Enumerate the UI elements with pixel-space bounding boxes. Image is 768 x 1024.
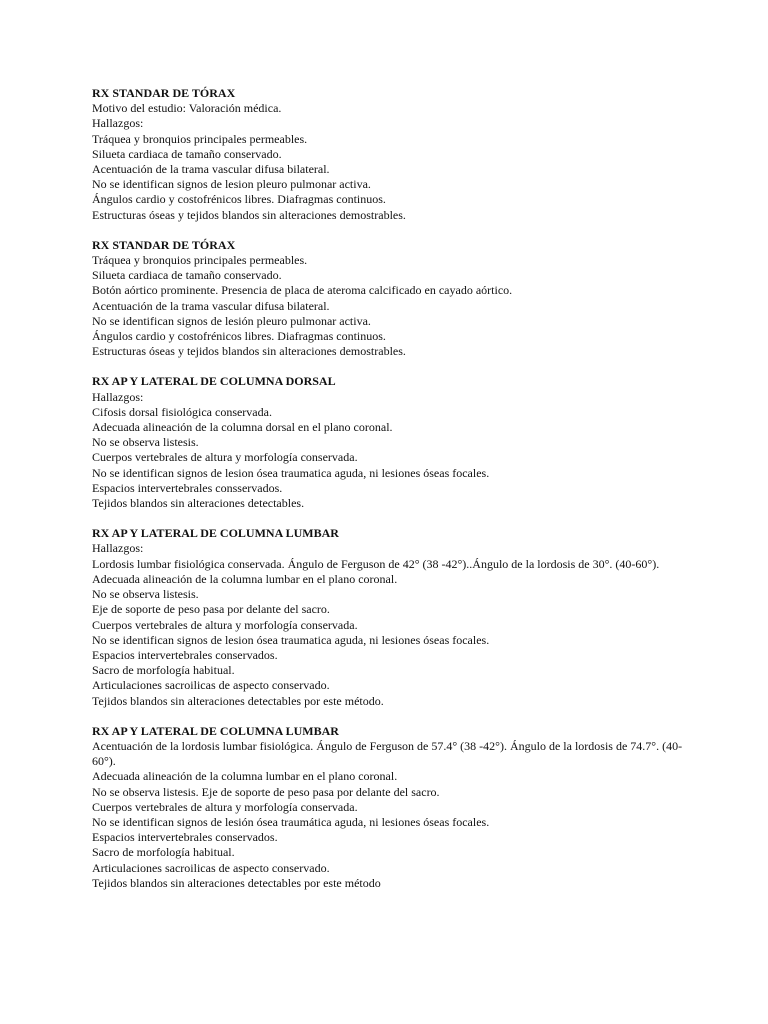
report-line: Sacro de morfología habitual.: [92, 845, 235, 860]
report-line: Espacios intervertebrales conservados.: [92, 647, 278, 662]
report-line: Hallazgos:: [92, 541, 144, 556]
report-line: Cuerpos vertebrales de altura y morfología conservada.: [92, 450, 358, 465]
report-line: Adecuada alineación de la columna lumbar en el plano coronal.: [92, 769, 398, 784]
report-line: No se identifican signos de lesión pleuro pulmonar activa.: [92, 313, 371, 328]
report-line: Espacios intervertebrales consservados.: [92, 480, 283, 495]
report-line: Tejidos blandos sin alteraciones detectables por este método: [92, 875, 381, 890]
report-line: Ángulos cardio y costofrénicos libres. Diafragmas continuos.: [92, 192, 386, 207]
report-line: No se observa listesis. Eje de soporte de peso pasa por delante del sacro.: [92, 784, 440, 799]
report-line: Motivo del estudio: Valoración médica.: [92, 101, 282, 116]
report-line: Ángulos cardio y costofrénicos libres. Diafragmas continuos.: [92, 329, 386, 344]
report-line: No se observa listesis.: [92, 587, 199, 602]
report-line: Tejidos blandos sin alteraciones detectables por este método.: [92, 693, 384, 708]
report-line: Espacios intervertebrales conservados.: [92, 830, 278, 845]
report-line: Acentuación de la lordosis lumbar fisiológica. Ángulo de Ferguson de 57.4° (38 -42°). Ángulo de la lordosis de 74.7°. (40-60°).: [92, 738, 683, 769]
report-line: Hallazgos:: [92, 116, 144, 131]
report-line: Estructuras óseas y tejidos blandos sin alteraciones demostrables.: [92, 344, 406, 359]
report-line: Acentuación de la trama vascular difusa bilateral.: [92, 162, 330, 177]
document-page: [92, 86, 698, 906]
report-line: No se identifican signos de lesión ósea traumática aguda, ni lesiones óseas focales.: [92, 814, 490, 829]
report-line: Silueta cardiaca de tamaño conservado.: [92, 146, 282, 161]
report-line: Adecuada alineación de la columna lumbar en el plano coronal.: [92, 571, 398, 586]
report-line: Cuerpos vertebrales de altura y morfología conservada.: [92, 799, 358, 814]
section-title: RX AP Y LATERAL DE COLUMNA LUMBAR: [92, 526, 339, 541]
report-line: Botón aórtico prominente. Presencia de placa de ateroma calcificado en cayado aórtico.: [92, 283, 513, 298]
section-title: RX STANDAR DE TÓRAX: [92, 86, 236, 100]
report-line: Tráquea y bronquios principales permeables.: [92, 253, 308, 268]
report-section-columna-lumbar-2: [92, 724, 698, 891]
report-line: Cifosis dorsal fisiológica conservada.: [92, 404, 272, 419]
report-line: No se identifican signos de lesion ósea traumatica aguda, ni lesiones óseas focales.: [92, 632, 490, 647]
section-title: RX AP Y LATERAL DE COLUMNA LUMBAR: [92, 723, 339, 738]
report-line: Tráquea y bronquios principales permeables.: [92, 131, 308, 146]
report-section-torax-1: [92, 86, 698, 223]
section-title: RX STANDAR DE TÓRAX: [92, 237, 236, 252]
report-line: Acentuación de la trama vascular difusa bilateral.: [92, 298, 330, 313]
report-line: Lordosis lumbar fisiológica conservada. Ángulo de Ferguson de 42° (38 -42°)..Ángulo de la lordosis de 30°. (40-60°).: [92, 556, 660, 571]
report-line: Eje de soporte de peso pasa por delante del sacro.: [92, 602, 330, 617]
report-line: Adecuada alineación de la columna dorsal en el plano coronal.: [92, 420, 393, 435]
report-line: Sacro de morfología habitual.: [92, 663, 235, 678]
report-line: Estructuras óseas y tejidos blandos sin alteraciones demostrables.: [92, 207, 406, 222]
report-line: Articulaciones sacroilicas de aspecto conservado.: [92, 678, 330, 693]
section-title: RX AP Y LATERAL DE COLUMNA DORSAL: [92, 374, 336, 389]
report-line: No se observa listesis.: [92, 435, 199, 450]
report-line: Articulaciones sacroilicas de aspecto conservado.: [92, 860, 330, 875]
report-line: No se identifican signos de lesion ósea traumatica aguda, ni lesiones óseas focales.: [92, 465, 490, 480]
report-line: Silueta cardiaca de tamaño conservado.: [92, 268, 282, 283]
report-section-torax-2: [92, 238, 698, 360]
report-line: No se identifican signos de lesion pleuro pulmonar activa.: [92, 177, 371, 192]
report-line: Cuerpos vertebrales de altura y morfología conservada.: [92, 617, 358, 632]
report-section-columna-dorsal: [92, 374, 698, 511]
report-section-columna-lumbar-1: [92, 526, 698, 708]
report-line: Hallazgos:: [92, 389, 144, 404]
report-line: Tejidos blandos sin alteraciones detectables.: [92, 496, 305, 511]
